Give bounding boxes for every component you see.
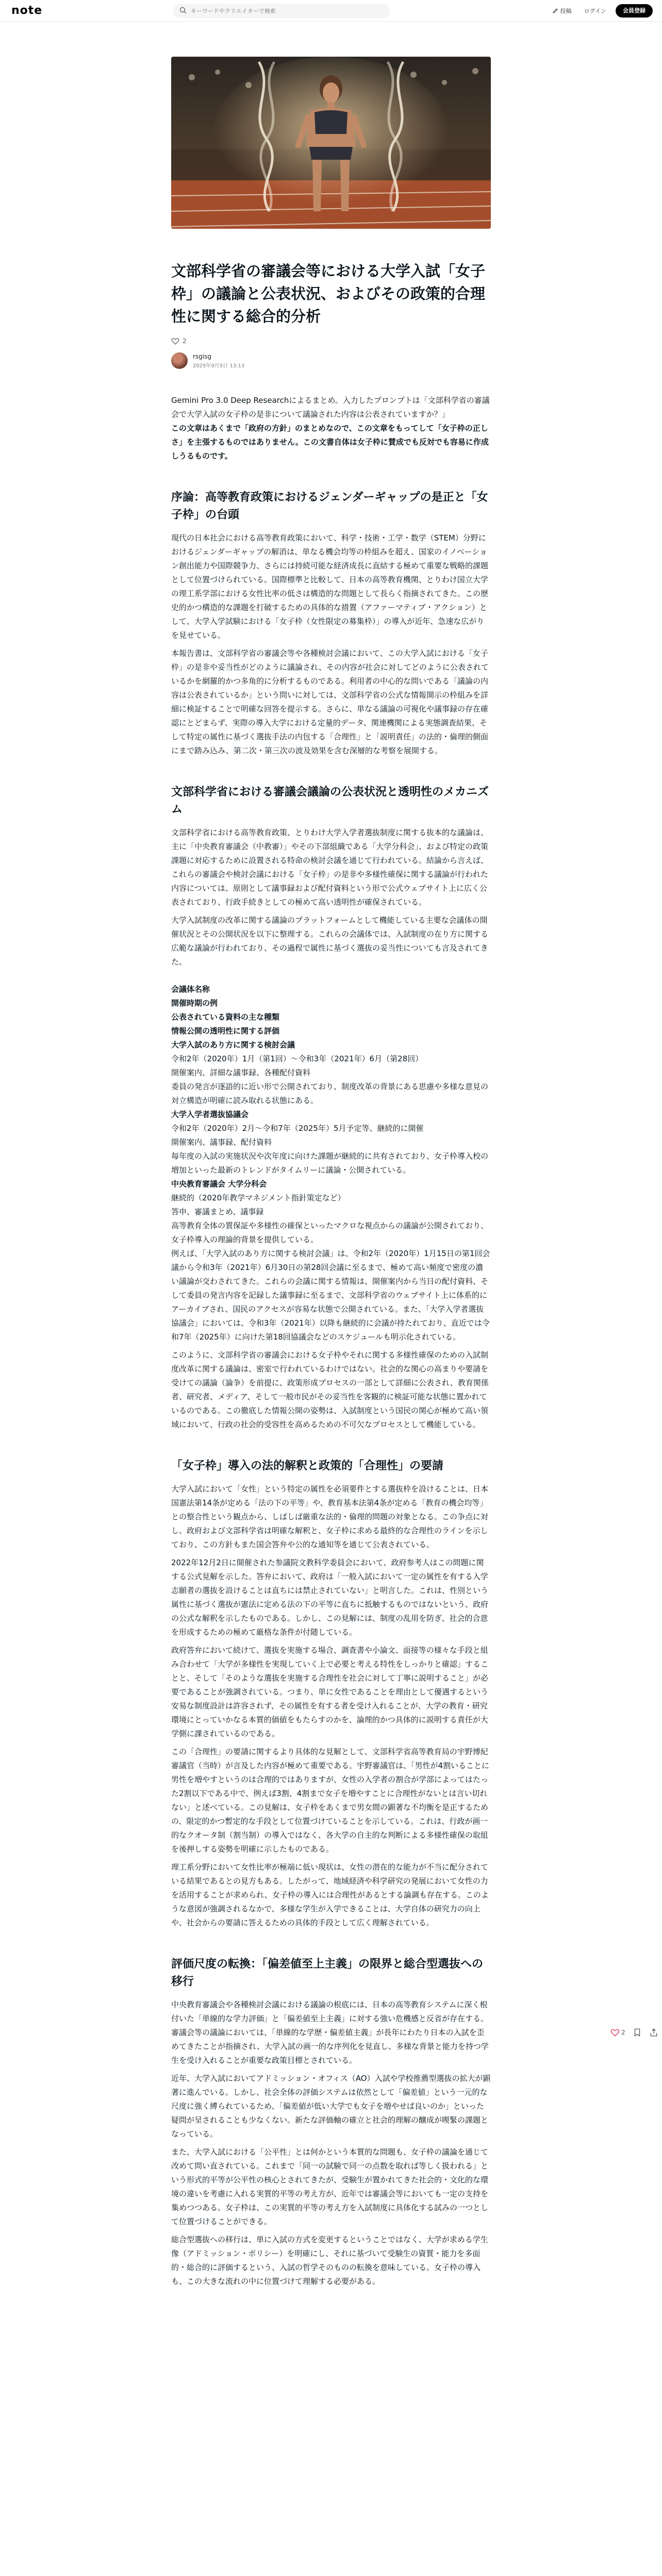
signup-button[interactable]: 会員登録 bbox=[616, 4, 653, 18]
like-area[interactable] bbox=[171, 337, 491, 345]
login-button[interactable]: ログイン bbox=[584, 8, 606, 14]
author-block[interactable] bbox=[171, 352, 491, 369]
council-line: 情報公開の透明性に関する評価 bbox=[171, 1026, 280, 1036]
section-paragraph: 理工系分野において女性比率が極端に低い現状は、女性の潜在的な能力が不当に配分されている結果であるとの見方もある。したがって、地域経済や科学研究の発展において女性の力を活用することが求められ、女子枠の導入には合理性があるとする論調も存在する。このような意図が強調されるなかで、多様な学生が入学できることは、大学自体の研究力の向上や、社会からの要請に答えるための具体的手段として広く理解されている。 bbox=[171, 1862, 489, 1927]
council-line: 高等教育全体の質保証や多様性の確保といったマクロな視点からの議論が公開されており、女子枠導入の理論的背景を提供している。 bbox=[171, 1221, 489, 1244]
pen-icon bbox=[552, 8, 558, 14]
sidebar-like-button[interactable] bbox=[610, 2028, 625, 2037]
search-bar[interactable] bbox=[173, 4, 390, 18]
like-count: 2 bbox=[183, 337, 187, 345]
share-icon[interactable] bbox=[649, 2028, 658, 2037]
council-line: 会議体名称 bbox=[171, 985, 210, 994]
sidebar-like-count: 2 bbox=[621, 2029, 625, 2036]
section-paragraph: 中央教育審議会や各種検討会議における議論の根底には、日本の高等教育システムに深く根付いた「単線的な学力評価」と「偏差値至上主義」に対する強い危機感と反省が存在する。審議会等の議論においては、「単線的な学歴・偏差値主義」が長年にわたり日本の入試を歪めてきたことが指摘され、大学入試の画一的な序列化を見直し、多様な背景と能力を持つ学生を受け入れることが重要な政策目標とされている。 bbox=[171, 2000, 489, 2065]
section-paragraph: 文部科学省における高等教育政策、とりわけ大学入学者選抜制度に関する抜本的な議論は、主に「中央教育審議会（中教審）」やその下部組織である「大学分科会」、および特定の政策課題に対応するために設置される特命の検討会議を通じて行われている。結論から言えば、これらの審議会や検討会議における「女子枠」の是非や多様性確保に関する議論が行われた内容については、原則として議事録および配付資料という形で公式ウェブサイト上に広く公表されており、行政手続きとしての極めて高い透明性が確保されている。 bbox=[171, 828, 489, 907]
header-actions bbox=[549, 4, 653, 18]
article-title: 文部科学省の審議会等における大学入試「女子枠」の議論と公表状況、およびその政策的合理性に関する総合的分析 bbox=[171, 262, 486, 325]
section-paragraph: この「合理性」の要請に関するより具体的な見解として、文部科学省高等教育局の宇野博紀審議官（当時）が言及した内容が極めて重要である。宇野審議官は、「男性が4割いることに男性を増やすというのは合理的ではありますが、女性の入学者の割合が学部によってはたった2割以下である中で、例えば3割、4割まで女子を増やすことに合理性がないとは言い切れない」と述べている。この見解は、女子枠をあくまで男女間の顕著な不均衡を是正するための、限定的かつ暫定的な手段として位置づけていることを示している。これは、行政が画一的なクオータ制（割当制）の導入ではなく、各大学の自主的な判断による多様性確保の取組を後押しする姿勢を明確に示したものである。 bbox=[171, 1747, 490, 1854]
section-paragraph: 政府答弁において続けて、選抜を実施する場合、調査書や小論文、面接等の様々な手段と組み合わせて「大学が多様性を実現していく上で必要と考える特性をしっかりと確認」することと、そして「そのような選抜を実施する合理性を社会に対して丁寧に説明すること」が必要であることが強調されている。つまり、単に女性であることを理由として優遇するという安易な制度設計は許容されず、その属性を有する者を受け入れることが、大学の教育・研究環境にとっていかなる本質的価値をもたらすのかを、論理的かつ具体的に説明する責任が大学側に課されているのである。 bbox=[171, 1646, 489, 1738]
section-paragraph: また、大学入試における「公平性」とは何かという本質的な問題も、女子枠の議論を通じて改めて問い直されている。これまで「同一の試験で同一の点数を取れば等しく扱われる」という形式的平等が公平性の核心とされてきたが、受験生が置かれてきた社会的・文化的な環境の違いを考慮に入れる実質的平等の考え方が、近年では審議会等においても一定の支持を集めつつある。女子枠は、この実質的平等の考え方を入試制度に具体化する試みの一つとして位置づけることができる。 bbox=[171, 2147, 489, 2226]
article-body bbox=[171, 394, 491, 2289]
floating-actions bbox=[610, 2028, 658, 2037]
council-line: 開催案内、議事録、配付資料 bbox=[171, 1138, 272, 1147]
article bbox=[171, 57, 491, 2293]
section-paragraph: 総合型選抜への移行は、単に入試の方式を変更するということではなく、大学が求める学生像（アドミッション・ポリシー）を明確にし、それに基づいて受験生の資質・能力を多面的・総合的に評価するという、入試の哲学そのものの転換を意味している。女子枠の導入も、この大きな流れの中に位置づけて理解する必要がある。 bbox=[171, 2235, 488, 2286]
council-line: 令和2年（2020年）2月〜令和7年（2025年）5月予定等、継続的に開催 bbox=[171, 1124, 424, 1133]
section-heading: 「女子枠」導入の法的解釈と政策的「合理性」の要請 bbox=[171, 1460, 444, 1472]
hero-image bbox=[171, 57, 491, 229]
note-logo[interactable]: note bbox=[11, 4, 43, 17]
council-line: 令和2年（2020年）1月（第1回）〜令和3年（2021年）6月（第28回） bbox=[171, 1054, 423, 1063]
section-paragraph: 近年、大学入試においてアドミッション・オフィス（AO）入試や学校推薦型選抜の拡大が顕著に進んでいる。しかし、社会全体の評価システムは依然として「偏差値」という一元的な尺度に強く縛られているため、「偏差値が低い大学でも女子を増やせば良いのか」といった疑問が呈されることも少なくない。新たな評価軸の確立と社会的理解の醸成が喫緊の課題となっている。 bbox=[171, 2074, 491, 2139]
post-label: 投稿 bbox=[560, 8, 572, 14]
post-button[interactable] bbox=[549, 7, 575, 15]
council-line: 大学入試のあり方に関する検討会議 bbox=[171, 1040, 295, 1049]
council-list bbox=[171, 982, 491, 1432]
section-paragraph: このように、文部科学省の審議会における女子枠やそれに関する多様性確保のための入試制度改革に関する議論は、密室で行われているわけではない。社会的な関心の高まりや要請を受けての議論（論争）を前提に、政策形成プロセスの一部として詳細に公表され、教育関係者、研究者、メディア、そして一般市民がその妥当性を客観的に検証可能な状態に置かれているのである。この徹底した情報公開の姿勢は、入試制度という国民の関心が極めて高い領域において、行政の社会的受容性を高めるための不可欠なプロセスとして機能している。 bbox=[171, 1350, 489, 1429]
council-line: 答申、審議まとめ、議事録 bbox=[171, 1207, 264, 1216]
author-name[interactable]: rsgisg bbox=[193, 352, 212, 360]
section-paragraph: 本報告書は、文部科学省の審議会等や各種検討会議において、この大学入試における「女子枠」の是非や妥当性がどのように議論され、その内容が社会に対してどのように公表されているかを網羅的かつ多角的に分析するものである。利用者の中心的な問いである「議論の内容は公表されているか」という問いに対しては、文部科学省の公式な情報開示の枠組みを詳細に検証することで明確な回答を提示する。さらに、単なる議論の可視化や議事録の存在確認にとどまらず、実際の導入大学における定量的データ、関連機関による実態調査結果、そして特定の属性に基づく選抜手法の内包する「合理性」と「説明責任」の法的・倫理的側面にまで踏み込み、第二次・第三次の波及効果を含む深層的な考察を展開する。 bbox=[171, 649, 489, 755]
bookmark-icon[interactable] bbox=[633, 2028, 642, 2037]
council-line: 継続的（2020年教学マネジメント指針策定など） bbox=[171, 1193, 345, 1202]
council-line: 委員の発言が逐語的に近い形で公開されており、制度改革の背景にある思慮や多様な意見の対立構造が明確に読み取れる状態にある。 bbox=[171, 1082, 489, 1105]
intro-disclaimer: この文章はあくまで「政府の方針」のまとめなので、この文章をもってして「女子枠の正しさ」を主張するものではありません。この文書自体は女子枠に賛成でも反対でも容易に作成しうるものです。 bbox=[171, 423, 489, 461]
section-heading: 序論：高等教育政策におけるジェンダーギャップの是正と「女子枠」の台頭 bbox=[171, 491, 488, 521]
heart-icon[interactable] bbox=[171, 337, 179, 345]
section-paragraph: 大学入試において「女性」という特定の属性を必須要件とする選抜枠を設けることは、日本国憲法第14条が定める「法の下の平等」や、教育基本法第4条が定める「教育の機会均等」との整合性という観点から、しばしば厳重な法的・倫理的問題の対象となる。この争点に対し、政府および文部科学省は明確な解釈と、女子枠に求める最終的な合理性のラインを示しており、この方針もまた国会答弁や公的な通知等を通じて公表されている。 bbox=[171, 1484, 489, 1549]
intro-paragraph: Gemini Pro 3.0 Deep Researchによるまとめ。入力したプロンプトは「文部科学省の審議会で大学入試の女子枠の是非について議論された内容は公表されていますか？」 bbox=[171, 396, 490, 419]
section-paragraph: 例えば、「大学入試のあり方に関する検討会議」は、令和2年（2020年）1月15日の第1回会議から令和3年（2021年）6月30日の第28回会議に至るまで、極めて高い頻度で密度の濃い議論が交わされてきた。これらの会議に関する情報は、開催案内から当日の配付資料、そして委員の発言内容を記録した議事録に至るまで、文部科学省のウェブサイト上に体系的にアーカイブされ、国民のアクセスが容易な状態で公開されている。また、「大学入学者選抜協議会」においては、令和3年（2021年）以降も継続的に会議が持たれており、直近では令和7年（2025年）に向けた第18回協議会などのスケジュールも明示化されている。 bbox=[171, 1249, 490, 1342]
section-heading: 評価尺度の転換：「偏差値至上主義」の限界と総合型選抜への移行 bbox=[171, 1958, 484, 1988]
intro bbox=[171, 394, 491, 463]
council-line: 大学入学者選抜協議会 bbox=[171, 1110, 249, 1119]
author-avatar[interactable] bbox=[171, 352, 188, 369]
heart-icon[interactable] bbox=[610, 2028, 620, 2037]
hero-illustration bbox=[171, 57, 491, 229]
search-input[interactable] bbox=[191, 4, 382, 18]
council-line: 開催時期の例 bbox=[171, 998, 218, 1008]
section-heading: 文部科学省における審議会議論の公表状況と透明性のメカニズム bbox=[171, 786, 489, 816]
section-paragraph: 大学入試制度の改革に関する議論のプラットフォームとして機能している主要な会議体の開催状況とその公開状況を以下に整理する。これらの会議体では、入試制度の在り方に関する広範な議論が行われており、その過程で属性に基づく選抜の妥当性についても言及されてきた。 bbox=[171, 916, 489, 967]
section-paragraph: 2022年12月2日に開催された参議院文教科学委員会において、政府参考人はこの問題に関する公式見解を示した。答弁において、政府は「一般入試において一定の属性を有する入学志願者の選抜を設けることは直ちには禁止されていない」と明言した。これは、性別という属性に基づく選抜が憲法に定める法の下の平等に直ちに抵触するものではないという、政府の公式な解釈を示したものである。しかし、この見解には、制度の乱用を防ぎ、社会的合意を形成するための極めて厳格な条件が付随している。 bbox=[171, 1558, 489, 1637]
site-header bbox=[0, 0, 662, 22]
council-line: 毎年度の入試の実施状況や次年度に向けた課題が継続的に共有されており、女子枠導入校の増加といった最新のトレンドがタイムリーに議論・公開されている。 bbox=[171, 1151, 489, 1175]
council-line: 開催案内、詳細な議事録、各種配付資料 bbox=[171, 1068, 311, 1077]
council-line: 公表されている資料の主な種類 bbox=[171, 1012, 280, 1022]
council-line: 中央教育審議会 大学分科会 bbox=[171, 1179, 267, 1189]
post-date: 2025年9月5日 13:13 bbox=[193, 363, 245, 369]
search-icon bbox=[179, 7, 187, 14]
section-paragraph: 現代の日本社会における高等教育政策において、科学・技術・工学・数学（STEM）分野におけるジェンダーギャップの解消は、単なる機会均等の枠組みを超え、国家のイノベーション創出能力や国際競争力、さらには持続可能な経済成長に直結する極めて重要な戦略的課題として位置づけられている。国際標準と比較して、日本の高等教育機関、とりわけ国立大学の理工系学部における女性比率の低さは構造的な問題として長らく指摘されてきた。この歴史的かつ構造的な課題を打破するための具体的な措置（アファーマティブ・アクション）として、大学入学試験における「女子枠（女性限定の募集枠）」の導入が近年、急速な広がりを見せている。 bbox=[171, 533, 489, 640]
